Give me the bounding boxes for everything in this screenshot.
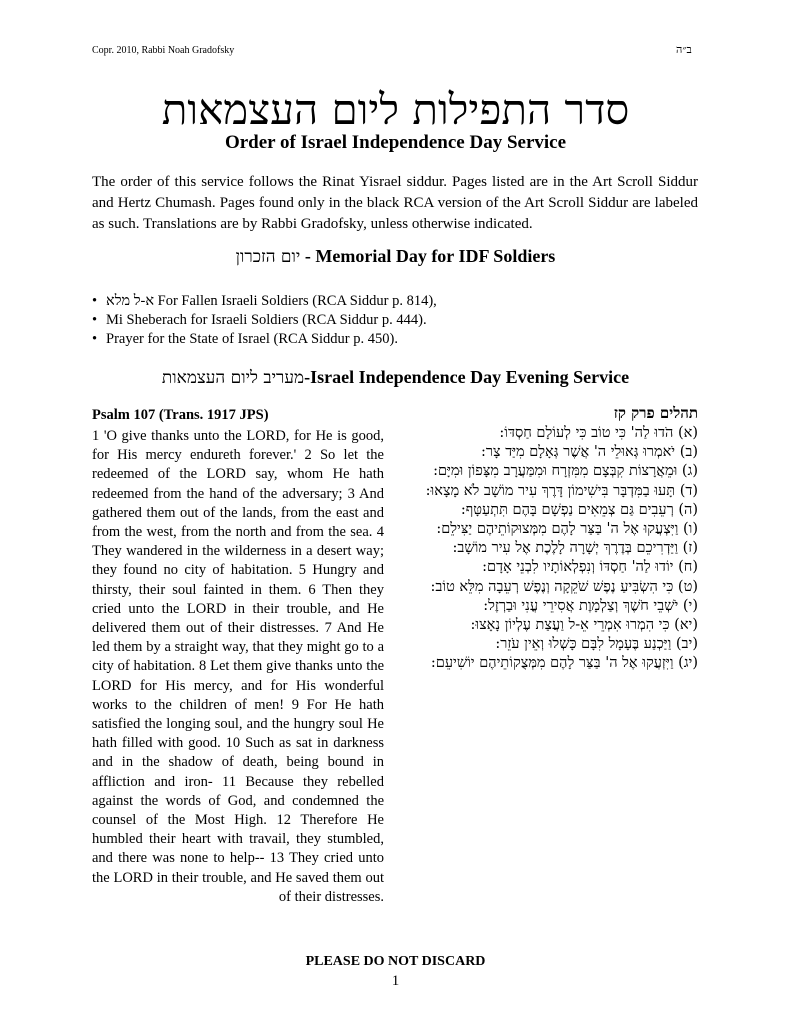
psalm-english-heading: Psalm 107 (Trans. 1917 JPS) <box>92 407 269 423</box>
psalm-english-text: 1 'O give thanks unto the LORD, for He is good, for His mercy endureth forever.' 2 So let the redeemed of the LORD say, whom He hath redeemed from the hand of the adversary; 3 And gathered them out of the lands, from the east and from the west, from the north and from the sea. 4 They wandered in the wilderness in a desert way; they found no city of habitation. 5 Hungry and thirsty, their soul fainted in them. 6 Then they cried unto the LORD in their trouble, and He delivered them out of their distresses. 7 And He led them by a straight way, that they might go to a city of habitation. 8 Let them give thanks unto the LORD for His mercy, and for His wonderful works to the children of men! 9 For He hath satisfied the longing soul, and the hungry soul He hath filled with good. 10 Such as sat in darkness and in the shadow of death, being bound in affliction and iron- 11 Because they rebelled against the words of God, and condemned the counsel of the Most High. 12 Therefore He humbled their heart with travail, they stumbled, and there was none to help-- 13 They cried unto the LORD in their trouble, and He saved them out of their distresses. <box>92 428 384 905</box>
memorial-day-heading <box>0 246 791 267</box>
english-title: Order of Israel Independence Day Service <box>224 132 567 153</box>
copyright-notice: Copr. 2010, Rabbi Noah Gradofsky <box>92 45 235 56</box>
intro-paragraph: The order of this service follows the Rinat Yisrael siddur. Pages listed are in the Art Scroll Siddur and Hertz Chumash. Pages found only in the black RCA version of the Art Scroll Siddur are labeled as such. Translations are by Rabbi Gradofsky, unless otherwise indicated. <box>92 174 698 232</box>
psalm-hebrew-text <box>404 424 698 674</box>
evening-service-heading <box>0 367 791 388</box>
list-item-hebrew: א-ל מלא <box>106 293 155 309</box>
psalm-hebrew-heading: תהלים פרק קז <box>613 404 698 422</box>
list-item-text: Mi Sheberach for Israeli Soldiers (RCA Siddur p. 444). <box>106 312 427 328</box>
hebrew-verse: (ב) יֹאמְרוּ גְּאוּלֵי ה' אֲשֶׁר גְּאָלָם מִיַּד צָר: <box>481 444 698 461</box>
hebrew-verse: (א) הֹדוּ לַה' כִּי טוֹב כִּי לְעוֹלָם חַסְדּוֹ: <box>499 425 698 441</box>
hebrew-verse: (ד) תָּעוּ בַמִּדְבָּר בִּישִׁימוֹן דָּרֶךְ עִיר מוֹשָׁב לֹא מָצָאוּ: <box>425 482 698 499</box>
hebrew-verse: (י) יֹשְׁבֵי חֹשֶׁךְ וְצַלְמָוֶת אֲסִירֵי עֳנִי וּבַרְזֶל: <box>483 597 698 614</box>
hebrew-verse: (יב) וַיַּכְנַע בֶּעָמָל לִבָּם כָּשְׁלוּ וְאֵין עֹזֵר: <box>495 636 698 653</box>
memorial-prayer-list <box>92 292 437 349</box>
page-header-hebrew: ב״ה <box>676 44 692 56</box>
hebrew-verse: (יג) וַיִּזְעֲקוּ אֶל ה' בַּצַּר לָהֶם מִמְּצֻקוֹתֵיהֶם יוֹשִׁיעֵם: <box>430 655 698 672</box>
list-item <box>92 292 437 311</box>
list-item <box>92 330 437 349</box>
hebrew-verse: (ג) וּמֵאֲרָצוֹת קִבְּצָם מִמִּזְרָח וּמִמַּעֲרָב מִצָּפוֹן וּמִיָּם: <box>433 463 698 480</box>
list-item-text: Prayer for the State of Israel (RCA Siddur p. 450). <box>106 331 398 347</box>
hebrew-verse: (ז) וַיַּדְרִיכֵם בְּדֶרֶךְ יְשָׁרָה לָלֶכֶת אֶל עִיר מוֹשָׁב: <box>452 540 698 557</box>
hebrew-verse: (ח) יוֹדוּ לַה' חַסְדּוֹ וְנִפְלְאוֹתָיו לִבְנֵי אָדָם: <box>482 559 698 576</box>
list-item-text: For Fallen Israeli Soldiers (RCA Siddur p. 814), <box>154 293 437 309</box>
footer-note: PLEASE DO NOT DISCARD <box>305 954 486 969</box>
memorial-heading-hebrew: יום הזכרון <box>235 247 301 267</box>
hebrew-verse: (ט) כִּי הִשְׂבִּיעַ נֶפֶשׁ שֹׁקֵקָה וְנֶפֶשׁ רְעֵבָה מִלֵּא טוֹב: <box>430 578 698 595</box>
hebrew-verse: (ה) רְעֵבִים גַּם צְמֵאִים נַפְשָׁם בָּהֶם תִּתְעַטָּף: <box>460 501 698 518</box>
page-number: 1 <box>391 973 400 989</box>
hebrew-title: סדר התפילות ליום העצמאות <box>161 85 630 134</box>
memorial-heading-english: - Memorial Day for IDF Soldiers <box>304 246 556 266</box>
evening-heading-hebrew: מעריב ליום העצמאות <box>161 368 305 388</box>
hebrew-verse: (יא) כִּי הִמְרוּ אִמְרֵי אֵ-ל וַעֲצַת עֶלְיוֹן נָאָצוּ: <box>470 617 698 634</box>
evening-heading-english: -Israel Independence Day Evening Service <box>304 367 630 387</box>
list-item <box>92 311 437 330</box>
hebrew-verse: (ו) וַיִּצְעֲקוּ אֶל ה' בַּצַּר לָהֶם מִמְּצוּקוֹתֵיהֶם יַצִּילֵם: <box>436 521 698 538</box>
